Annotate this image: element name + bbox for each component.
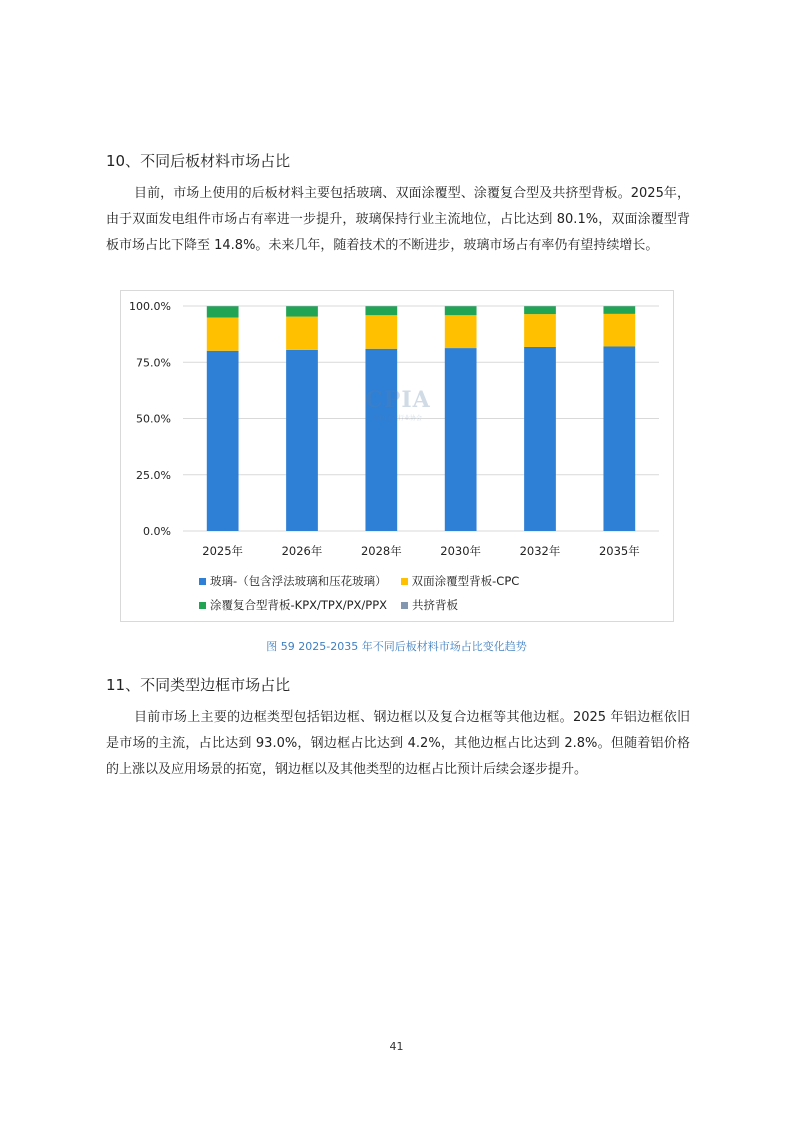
bar-segment xyxy=(524,347,556,531)
legend-swatch-glass xyxy=(199,578,206,585)
legend-item-kpx xyxy=(199,597,387,613)
legend-swatch-cpc xyxy=(401,578,408,585)
bar-segment xyxy=(524,306,556,314)
watermark-text: 中国光伏行业协会 xyxy=(373,415,422,422)
bar-segment xyxy=(286,350,318,531)
legend-label-glass: 玻璃-（包含浮法玻璃和压花玻璃） xyxy=(210,574,387,588)
legend-swatch-coextruded xyxy=(401,602,408,609)
x-tick-label: 2026年 xyxy=(281,544,323,558)
bar-segment xyxy=(286,317,318,350)
section-11-heading: 11、不同类型边框市场占比 xyxy=(106,676,291,694)
legend-item-glass xyxy=(199,573,387,589)
watermark-logo: CPIA xyxy=(365,387,431,413)
legend-item-coextruded xyxy=(401,597,458,613)
bar-segment xyxy=(445,306,477,315)
page-number: 41 xyxy=(389,1040,404,1053)
stacked-bar-chart xyxy=(120,290,674,622)
bar-segment xyxy=(286,306,318,316)
bar-segment xyxy=(524,314,556,347)
legend-swatch-kpx xyxy=(199,602,206,609)
x-tick-label: 2030年 xyxy=(440,544,482,558)
y-tick-label: 100.0% xyxy=(129,300,171,313)
y-tick-label: 50.0% xyxy=(136,412,171,426)
section-10-heading: 10、不同后板材料市场占比 xyxy=(106,152,291,170)
legend-row-1 xyxy=(199,569,659,593)
bar-segment xyxy=(365,349,397,531)
y-tick-label: 0.0% xyxy=(143,525,171,538)
x-tick-label: 2032年 xyxy=(519,544,561,558)
bar-segment xyxy=(365,315,397,349)
section-11-paragraph: 目前市场上主要的边框类型包括铝边框、钢边框以及复合边框等其他边框。2025 年铝边框依旧是市场的主流，占比达到 93.0%，钢边框占比达到 4.2%，其他边框占比达到 2.8%。但随着铝价格的上涨以及应用场景的拓宽，钢边框以及其他类型的边框占比预计后续会逐步提升。 xyxy=(106,710,690,777)
bar-segment xyxy=(207,306,239,317)
bar-segment xyxy=(445,348,477,531)
x-tick-label: 2028年 xyxy=(360,544,402,558)
y-tick-label: 25.0% xyxy=(136,468,171,482)
y-tick-label: 75.0% xyxy=(136,356,171,370)
bar-segment xyxy=(603,306,635,314)
bar-segment xyxy=(445,315,477,348)
bar-segment xyxy=(207,351,239,531)
figure-caption: 图 59 2025-2035 年不同后板材料市场占比变化趋势 xyxy=(266,640,527,653)
bar-segment xyxy=(603,347,635,532)
legend-item-cpc xyxy=(401,573,520,589)
chart-legend xyxy=(199,569,659,617)
legend-label-coextruded: 共挤背板 xyxy=(412,598,459,612)
legend-label-cpc: 双面涂覆型背板-CPC xyxy=(411,574,520,588)
legend-label-kpx: 涂覆复合型背板-KPX/TPX/PX/PPX xyxy=(210,598,388,612)
legend-row-2 xyxy=(199,593,659,617)
cpia-watermark xyxy=(353,387,443,422)
x-tick-label: 2035年 xyxy=(598,544,640,558)
bar-segment xyxy=(365,306,397,315)
section-10-paragraph: 目前，市场上使用的后板材料主要包括玻璃、双面涂覆型、涂覆复合型及共挤型背板。2025年，由于双面发电组件市场占有率进一步提升，玻璃保持行业主流地位，占比达到 80.1%，双面涂覆型背板市场占比下降至 14.8%。未来几年，随着技术的不断进步，玻璃市场占有率仍有望持续增长。 xyxy=(106,186,690,253)
bar-segment xyxy=(207,317,239,350)
bar-segment xyxy=(603,314,635,347)
x-tick-label: 2025年 xyxy=(202,544,244,558)
